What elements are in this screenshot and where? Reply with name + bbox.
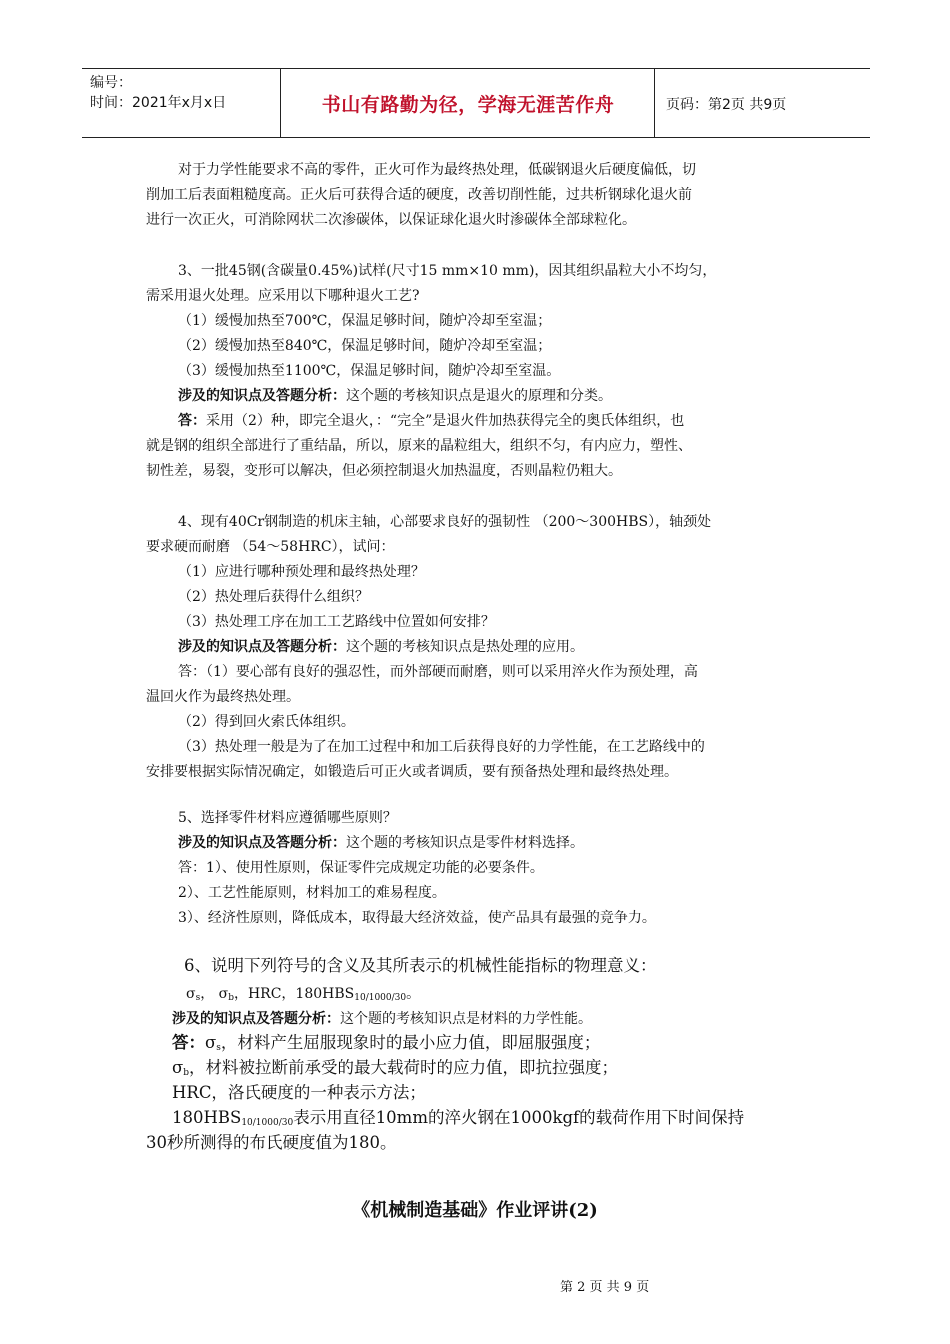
symbols-text: 。	[406, 986, 421, 1002]
question-3-answer	[178, 411, 684, 431]
analysis-label: 涉及的知识点及答题分析：	[172, 1011, 340, 1027]
question-4-answer-line: 温回火作为最终热处理。	[146, 689, 300, 705]
question-4-line: 4、现有40Cr钢制造的机床主轴，心部要求良好的强韧性 （200～300HBS），轴颈处	[178, 514, 712, 530]
page-footer: 第 2 页 共 9 页	[560, 1280, 650, 1295]
analysis-text: 这个题的考核知识点是材料的力学性能。	[340, 1011, 592, 1027]
answer-text: ，材料被拉断前承受的最大载荷时的应力值，即抗拉强度；	[189, 1058, 619, 1077]
header-page-label: 页码：第2页 共9页	[666, 97, 787, 113]
question-4-answer-line: 答：（1）要心部有良好的强忍性，而外部硬而耐磨，则可以采用淬火作为预处理，高	[178, 664, 698, 680]
subscript: b	[183, 1068, 190, 1078]
analysis-text: 这个题的考核知识点是热处理的应用。	[346, 639, 584, 655]
subscript: 10/1000/30	[354, 993, 407, 1003]
analysis-label: 涉及的知识点及答题分析：	[178, 388, 346, 404]
question-3-analysis	[178, 386, 612, 406]
header-divider	[654, 69, 655, 137]
question-6-line: 6、说明下列符号的含义及其所表示的机械性能指标的物理意义：	[184, 956, 657, 975]
question-6-answer-line	[172, 1033, 600, 1058]
sigma-symbol: σ	[205, 1033, 217, 1052]
question-3-answer-line: 就是钢的组织全部进行了重结晶，所以，原来的晶粒组大，组织不匀，有内应力，塑性、	[146, 438, 692, 454]
question-4-answer-line: 安排要根据实际情况确定，如锻造后可正火或者调质，要有预备热处理和最终热处理。	[146, 764, 678, 780]
analysis-label: 涉及的知识点及答题分析：	[178, 835, 346, 851]
question-3-answer-line: 韧性差，易裂，变形可以解决，但必须控制退火加热温度，否则晶粒仍粗大。	[146, 463, 622, 479]
question-4-option: （3）热处理工序在加工工艺路线中位置如何安排？	[178, 614, 495, 630]
question-5-analysis	[178, 833, 584, 853]
time-label: 时间：2021年x月x日	[90, 95, 227, 111]
question-4-analysis	[178, 637, 584, 657]
question-5-answer-line: 3）、经济性原则，降低成本，取得最大经济效益，使产品具有最强的竞争力。	[178, 910, 656, 926]
question-6-symbols	[186, 984, 420, 1008]
symbols-text: ， σ	[200, 986, 229, 1002]
answer-text: 表示用直径10mm的淬火钢在1000kgf的载荷作用下时间保持	[293, 1108, 745, 1127]
question-4-option: （2）热处理后获得什么组织？	[178, 589, 369, 605]
header-motto: 书山有路勤为径，学海无涯苦作舟	[321, 94, 615, 116]
symbols-text: ，HRC，180HBS	[233, 986, 355, 1002]
question-5-line: 5、选择零件材料应遵循哪些原则？	[178, 810, 397, 826]
answer-text: 采用（2）种，即完全退火，：“完全”是退火件加热获得完全的奥氏体组织，也	[206, 413, 685, 429]
question-5-answer-line: 2）、工艺性能原则，材料加工的难易程度。	[178, 885, 446, 901]
analysis-label: 涉及的知识点及答题分析：	[178, 639, 346, 655]
answer-label: 答：	[172, 1033, 205, 1052]
question-4-option: （1）应进行哪种预处理和最终热处理？	[178, 564, 425, 580]
subscript: s	[195, 993, 201, 1003]
answer-label: 答：	[178, 413, 206, 429]
question-6-answer-line: 30秒所测得的布氏硬度值为180。	[146, 1133, 397, 1152]
section-title: 《机械制造基础》作业评讲(2)	[352, 1200, 598, 1221]
question-6-answer-line	[172, 1058, 618, 1083]
question-3-line: 需采用退火处理。应采用以下哪种退火工艺?	[146, 288, 420, 304]
header-divider	[280, 69, 281, 137]
analysis-text: 这个题的考核知识点是零件材料选择。	[346, 835, 584, 851]
sigma-symbol: σ	[186, 986, 196, 1002]
page-header	[82, 68, 870, 138]
subscript: b	[228, 993, 234, 1003]
question-3-line: 3、一批45钢(含碳量0.45%)试样(尺寸15 mm×10 mm)，因其组织晶粒大小不均匀，	[178, 263, 717, 279]
question-5-answer-line: 答：1）、使用性原则，保证零件完成规定功能的必要条件。	[178, 860, 544, 876]
question-6-answer-line	[172, 1108, 744, 1133]
answer-text: 180HBS	[172, 1108, 242, 1127]
question-3-option: （3）缓慢加热至1100℃，保温足够时间，随炉冷却至室温。	[178, 363, 561, 379]
question-3-option: （1）缓慢加热至700℃，保温足够时间，随炉冷却至室温；	[178, 313, 552, 329]
code-label: 编号：	[90, 75, 132, 91]
question-6-answer-line: HRC，洛氏硬度的一种表示方法；	[172, 1083, 426, 1102]
question-3-option: （2）缓慢加热至840℃，保温足够时间，随炉冷却至室温；	[178, 338, 552, 354]
subscript: s	[216, 1043, 221, 1053]
analysis-text: 这个题的考核知识点是退火的原理和分类。	[346, 388, 612, 404]
question-6-analysis	[172, 1009, 592, 1029]
sigma-symbol: σ	[172, 1058, 184, 1077]
answer-text: ，材料产生屈服现象时的最小应力值，即屈服强度；	[220, 1033, 601, 1052]
paragraph-line: 削加工后表面粗糙度高。正火后可获得合适的硬度，改善切削性能，过共析钢球化退火前	[146, 187, 692, 203]
paragraph-line: 进行一次正火，可消除网状二次渗碳体，以保证球化退火时渗碳体全部球粒化。	[146, 212, 636, 228]
question-4-answer-line: （2）得到回火索氏体组织。	[178, 714, 355, 730]
header-meta	[90, 73, 226, 113]
question-4-line: 要求硬而耐磨 （54～58HRC），试问：	[146, 539, 395, 555]
paragraph-line: 对于力学性能要求不高的零件，正火可作为最终热处理，低碳钢退火后硬度偏低，切	[178, 162, 696, 178]
question-4-answer-line: （3）热处理一般是为了在加工过程中和加工后获得良好的力学性能，在工艺路线中的	[178, 739, 705, 755]
subscript: 10/1000/30	[241, 1118, 294, 1128]
